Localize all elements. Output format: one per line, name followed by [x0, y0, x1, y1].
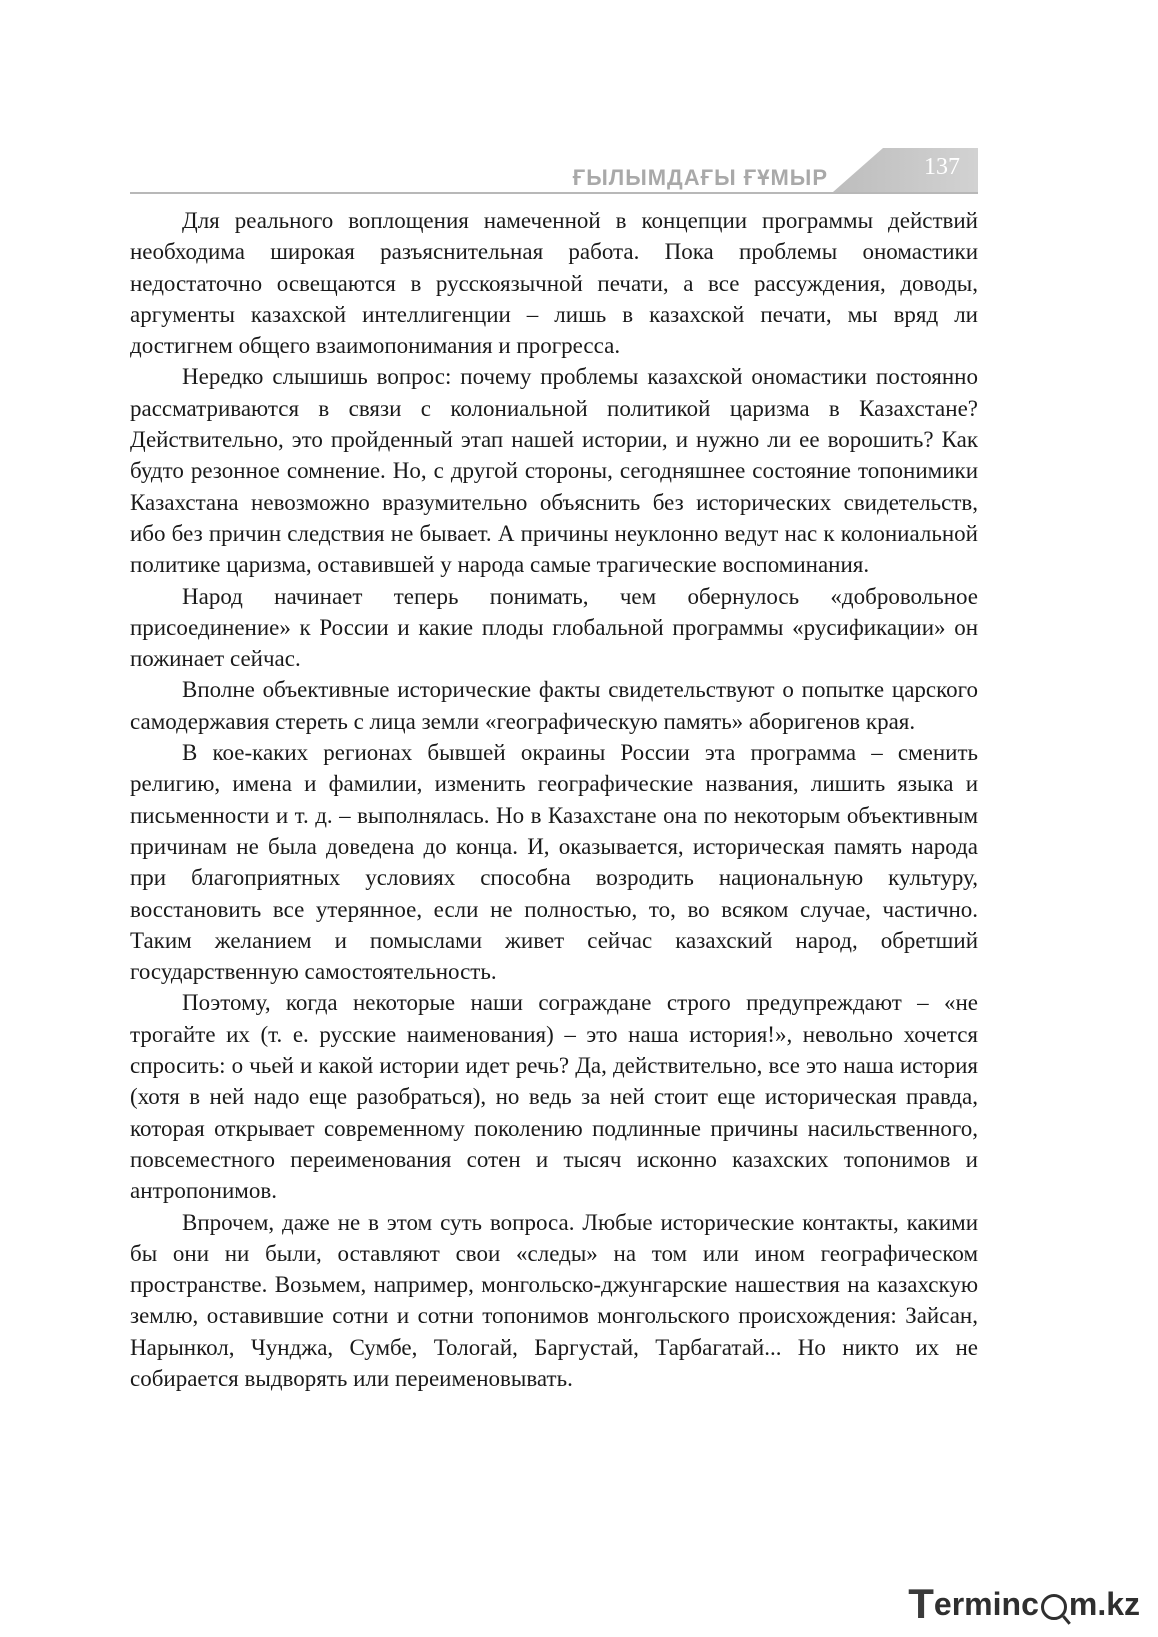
paragraph: Народ начинает теперь понимать, чем обернулось «добровольное присоединение» к России и какие плоды глобальной программы «русификации» он пожинает сейчас. [130, 583, 978, 672]
termincom-watermark [908, 1581, 1140, 1627]
watermark-text-part2: m.kz [1068, 1585, 1140, 1622]
page-number: 137 [924, 154, 960, 180]
running-header [130, 148, 978, 196]
paragraph: Нередко слышишь вопрос: почему проблемы казахской ономастики постоянно рассматриваются в связи с колониальной политикой царизма в Казахстане? Действительно, это пройденный этап нашей истории, и нужно ли ее ворошить? Как будто резонное сомнение. Но, с другой стороны, сегодняшнее состояние топонимики Казахстана невозможно вразумительно объяснить без исторических свидетельств, ибо без причин следствия не бывает. А причины неуклонно ведут нас к колониальной политике царизма, оставившей у народа самые трагические воспоминания. [130, 364, 978, 578]
paragraph: В кое-каких регионах бывшей окраины России эта программа – сменить религию, имена и фамилии, изменить географические названия, лишить языка и письменности и т. д. – выполнялась. Но в Казахстане она по некоторым объективным причинам не была доведена до конца. И, оказывается, историческая память народа при благоприятных условиях способна возродить национальную культуру, восстановить все утерянное, если не полностью, то, во всяком случае, частично. Таким желанием и помыслами живет сейчас казахский народ, обретший государственную самостоятельность. [130, 740, 978, 985]
watermark-t-letter: T [908, 1580, 934, 1627]
header-title: ҒЫЛЫМДАҒЫ ҒҰМЫР [572, 165, 828, 190]
magnifier-icon [1041, 1594, 1067, 1620]
paragraph: Вполне объективные исторические факты свидетельствуют о попытке царского самодержавия стереть с лица земли «географическую память» аборигенов края. [130, 677, 978, 734]
paragraph: Впрочем, даже не в этом суть вопроса. Любые исторические контакты, какими бы они ни были, оставляют свои «следы» на том или ином географическом пространстве. Возьмем, например, монгольско-джунгарские нашествия на казахскую землю, оставившие сотни и сотни топонимов монгольского происхождения: Зайсан, Нарынкол, Чунджа, Сумбе, Тологай, Баргустай, Тарбагатай... Но никто их не собирается выдворять или переименовывать. [130, 1209, 978, 1391]
body-text [130, 205, 978, 1394]
paragraph: Для реального воплощения намеченной в концепции программы действий необходима широкая разъяснительная работа. Пока проблемы ономастики недостаточно освещаются в русскоязычной печати, а все рассуждения, доводы, аргументы казахской интеллигенции – лишь в казахской печати, мы вряд ли достигнем общего взаимопонимания и прогресса. [130, 208, 978, 359]
paragraph: Поэтому, когда некоторые наши сограждане строго предупреждают – «не трогайте их (т. е. русские наименования) – это наша история!», невольно хочется спросить: о чьей и какой истории идет речь? Да, действительно, все это наша история (хотя в ней надо еще разобраться), но ведь за ней стоит еще историческая правда, которая открывает современному поколению подлинные причины насильственного, повсеместного переименования сотен и тысяч исконно казахских топонимов и антропонимов. [130, 990, 978, 1204]
watermark-text-part1: erminc [933, 1585, 1039, 1622]
header-rule [130, 192, 978, 194]
